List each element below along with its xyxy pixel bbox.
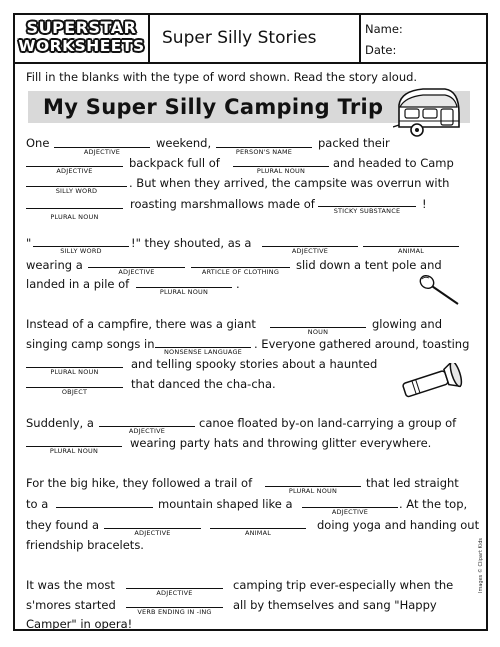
story-text: mountain shaped like a [158,497,293,511]
story-text: singing camp songs in [26,337,155,351]
story-text: glowing and [372,317,443,331]
name-date-box [361,15,486,62]
logo-line2: WORKSHEETS [18,37,145,55]
blank-label: PERSON'S NAME [235,148,293,156]
worksheet-subject: Super Silly Stories [150,15,361,62]
blank-label: PLURAL NOUN [50,213,99,221]
story-text: . [236,277,240,291]
blank-label: PLURAL NOUN [288,487,338,495]
story-text: roasting marshmallows made of [130,197,315,211]
story-text: Suddenly, a [26,416,94,430]
story-text: slid down a tent pole and [296,258,442,272]
story-text: Camper" in opera! [26,617,133,631]
blank-label: ANIMAL [397,247,425,255]
blank-label: SILLY WORD [55,187,98,195]
image-credit: Images © Clipart Kids [478,537,484,593]
story-text: camping trip ever-especially when the [233,578,454,592]
blank-label: NONSENSE LANGUAGE [164,348,242,356]
blank-label: VERB ENDING IN -ING [137,608,212,616]
blank-label: ADJECTIVE [331,508,369,516]
story-text: that danced the cha-cha. [131,377,276,391]
story-text: canoe floated by-on land-carrying a group of [199,416,457,430]
instructions: Fill in the blanks with the type of word shown. Read the story aloud. [26,70,418,84]
story-text: doing yoga and handing out [317,518,480,532]
blank-label: ADJECTIVE [128,427,166,435]
story-text: that led straight [366,476,459,490]
blank-label: SILLY WORD [60,247,102,255]
name-label: Name: [365,22,403,36]
blank-label: ADJECTIVE [134,529,171,537]
story-text: and telling spooky stories about a haunted [131,357,378,371]
story-text: s'mores started [26,598,116,612]
date-label: Date: [365,43,397,57]
blank-label: PLURAL NOUN [256,167,306,175]
camper-trailer-icon [393,83,465,141]
story-text: wearing party hats and throwing glitter everywhere. [130,436,432,450]
flashlight-icon [399,363,469,399]
worksheet [13,13,488,631]
story-text: and headed to Camp [333,156,454,170]
logo-line1: SUPERSTAR [26,18,137,37]
story-text: backpack full of [129,156,220,170]
story-text: they found a [26,518,99,532]
story-text: all by themselves and sang "Happy [233,598,437,612]
blank-label: PLURAL NOUN [159,288,209,296]
blank-label: STICKY SUBSTANCE [333,207,401,215]
story-text: . But when they arrived, the campsite was overrun with [129,176,450,190]
blank-label: ADJECTIVE [291,247,329,255]
story-text: weekend, [156,136,212,150]
header [15,15,486,64]
blank-label: ADJECTIVE [83,148,121,156]
story-text: One [26,136,50,150]
story-text: It was the most [26,578,115,592]
blank-label: ADJECTIVE [118,268,155,276]
story-text: to a [26,497,49,511]
story-text: packed their [318,136,390,150]
blank-input[interactable] [56,506,153,508]
logo [15,15,150,62]
story-text: landed in a pile of [26,277,130,291]
story-text: . At the top, [399,497,468,511]
blank-label: ARTICLE OF CLOTHING [201,268,280,276]
blank-label: ADJECTIVE [56,167,93,175]
story-text: ! [422,197,427,211]
blank-label: PLURAL NOUN [50,368,99,376]
story-text: For the big hike, they followed a trail of [26,476,253,490]
blank-input[interactable] [26,207,123,209]
story-text: !" they shouted, as a [131,236,252,250]
story-text: Instead of a campfire, there was a giant [26,317,256,331]
blank-label: OBJECT [61,388,88,396]
story-text: . Everyone gathered around, toasting [254,337,470,351]
story-text: " [26,236,32,250]
blank-label: PLURAL NOUN [49,447,99,455]
story-text: wearing a [26,258,83,272]
blank-label: ADJECTIVE [156,589,193,597]
blank-label: ANIMAL [244,529,272,537]
story-title: My Super Silly Camping Trip [43,95,384,119]
story-text: friendship bracelets. [26,538,144,552]
blank-label: NOUN [307,328,329,336]
marshmallow-stick-icon [418,273,462,307]
